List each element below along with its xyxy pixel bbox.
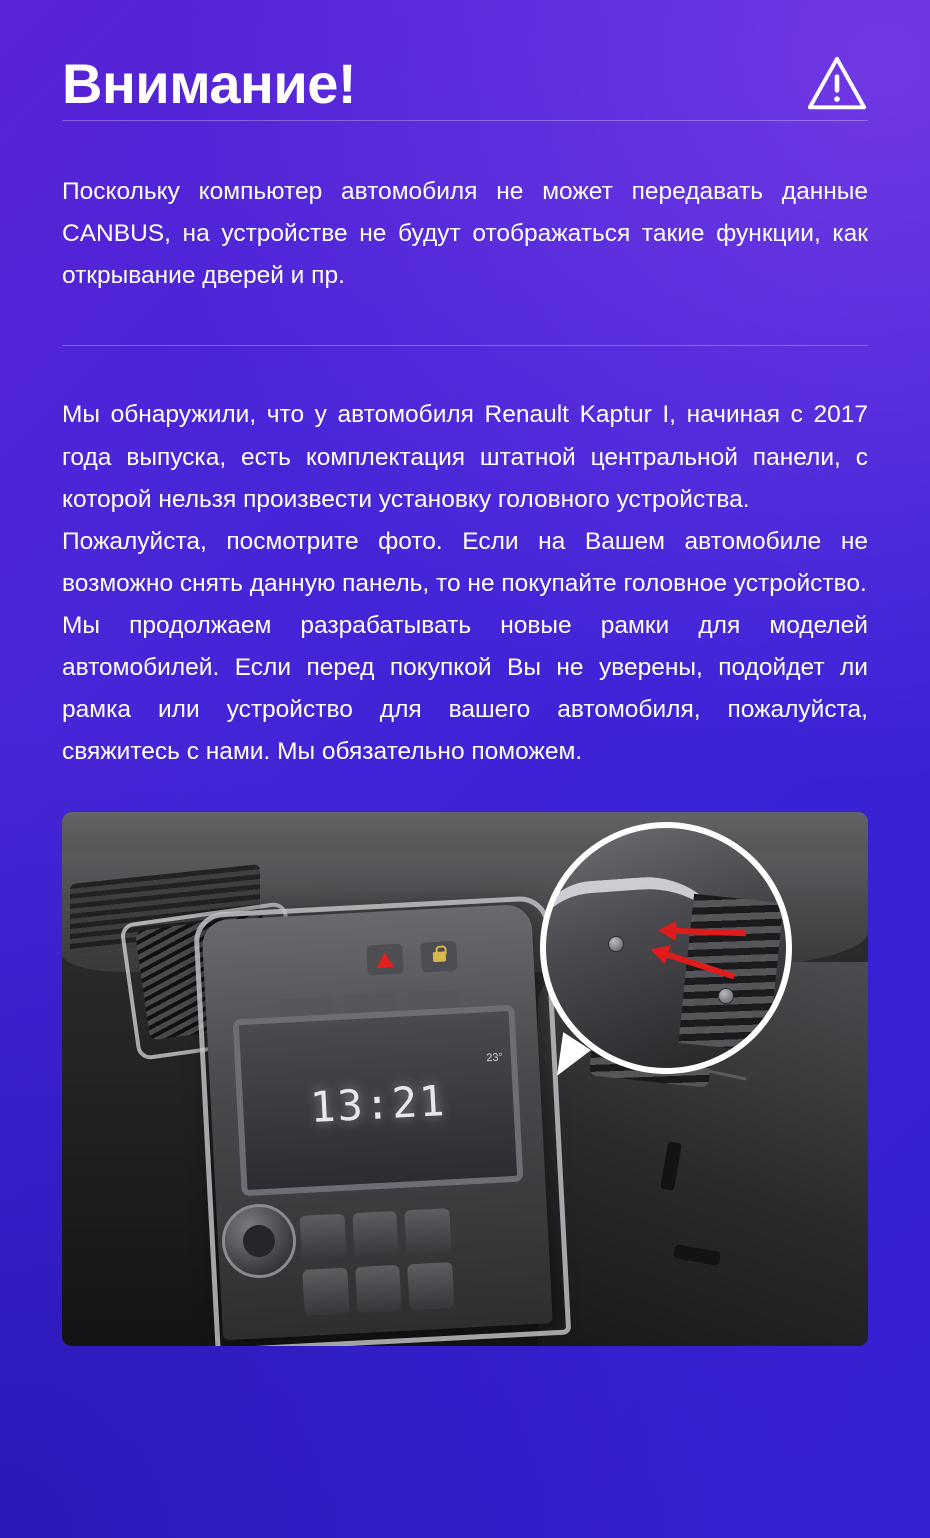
media-button-1 xyxy=(280,996,333,1017)
climate-key xyxy=(299,1213,346,1261)
callout-screw-upper xyxy=(608,936,624,952)
climate-key xyxy=(405,1208,452,1256)
car-dashboard-photo xyxy=(62,812,868,1346)
climate-key xyxy=(352,1210,399,1258)
climate-key xyxy=(302,1267,349,1315)
notice-block xyxy=(62,121,868,345)
detail-block xyxy=(62,346,868,773)
climate-knob-center xyxy=(243,1225,275,1257)
climate-control-pad xyxy=(299,1208,454,1316)
lock-icon xyxy=(432,951,446,962)
callout-screw-lower xyxy=(718,988,734,1004)
media-button-3 xyxy=(407,989,460,1010)
media-button-2 xyxy=(344,992,397,1013)
notice-paragraph: Поскольку компьютер автомобиля не может передавать данные CANBUS, на устройстве не будут отображаться такие функции, как открывание дверей и пр. xyxy=(62,178,868,290)
detail-paragraph-3: Мы продолжаем разрабатывать новые рамки для моделей автомобилей. Если перед покупкой Вы не уверены, подойдет ли рамка или устройство для вашего автомобиля, пожалуйста, свяжитесь с нами. Мы обязательно поможем. xyxy=(62,612,868,766)
photo-canvas xyxy=(62,812,868,1346)
warning-triangle-icon xyxy=(806,53,868,115)
page-title: Внимание! xyxy=(62,52,357,115)
hazard-lights-button xyxy=(366,943,404,975)
page-header xyxy=(62,0,868,120)
climate-knob xyxy=(222,1204,296,1278)
climate-key xyxy=(355,1264,402,1312)
screen-temperature: 23° xyxy=(485,1050,504,1064)
detail-paragraph-2: Пожалуйста, посмотрите фото. Если на Вашем автомобиле не возможно снять данную панель, то не покупайте головное устройство. xyxy=(62,527,868,597)
callout-pointer-tail xyxy=(557,1032,593,1080)
detail-paragraph-1: Мы обнаружили, что у автомобиля Renault Kaptur I, начиная с 2017 года выпуска, есть комплектация штатной центральной панели, с которой нельзя произвести установку головного устройства. xyxy=(62,401,868,513)
screen-clock: 13:21 xyxy=(308,1075,448,1132)
hazard-triangle-icon xyxy=(376,951,395,967)
head-unit-screen xyxy=(233,1004,524,1196)
central-lock-button xyxy=(420,940,458,972)
climate-key xyxy=(407,1262,454,1310)
